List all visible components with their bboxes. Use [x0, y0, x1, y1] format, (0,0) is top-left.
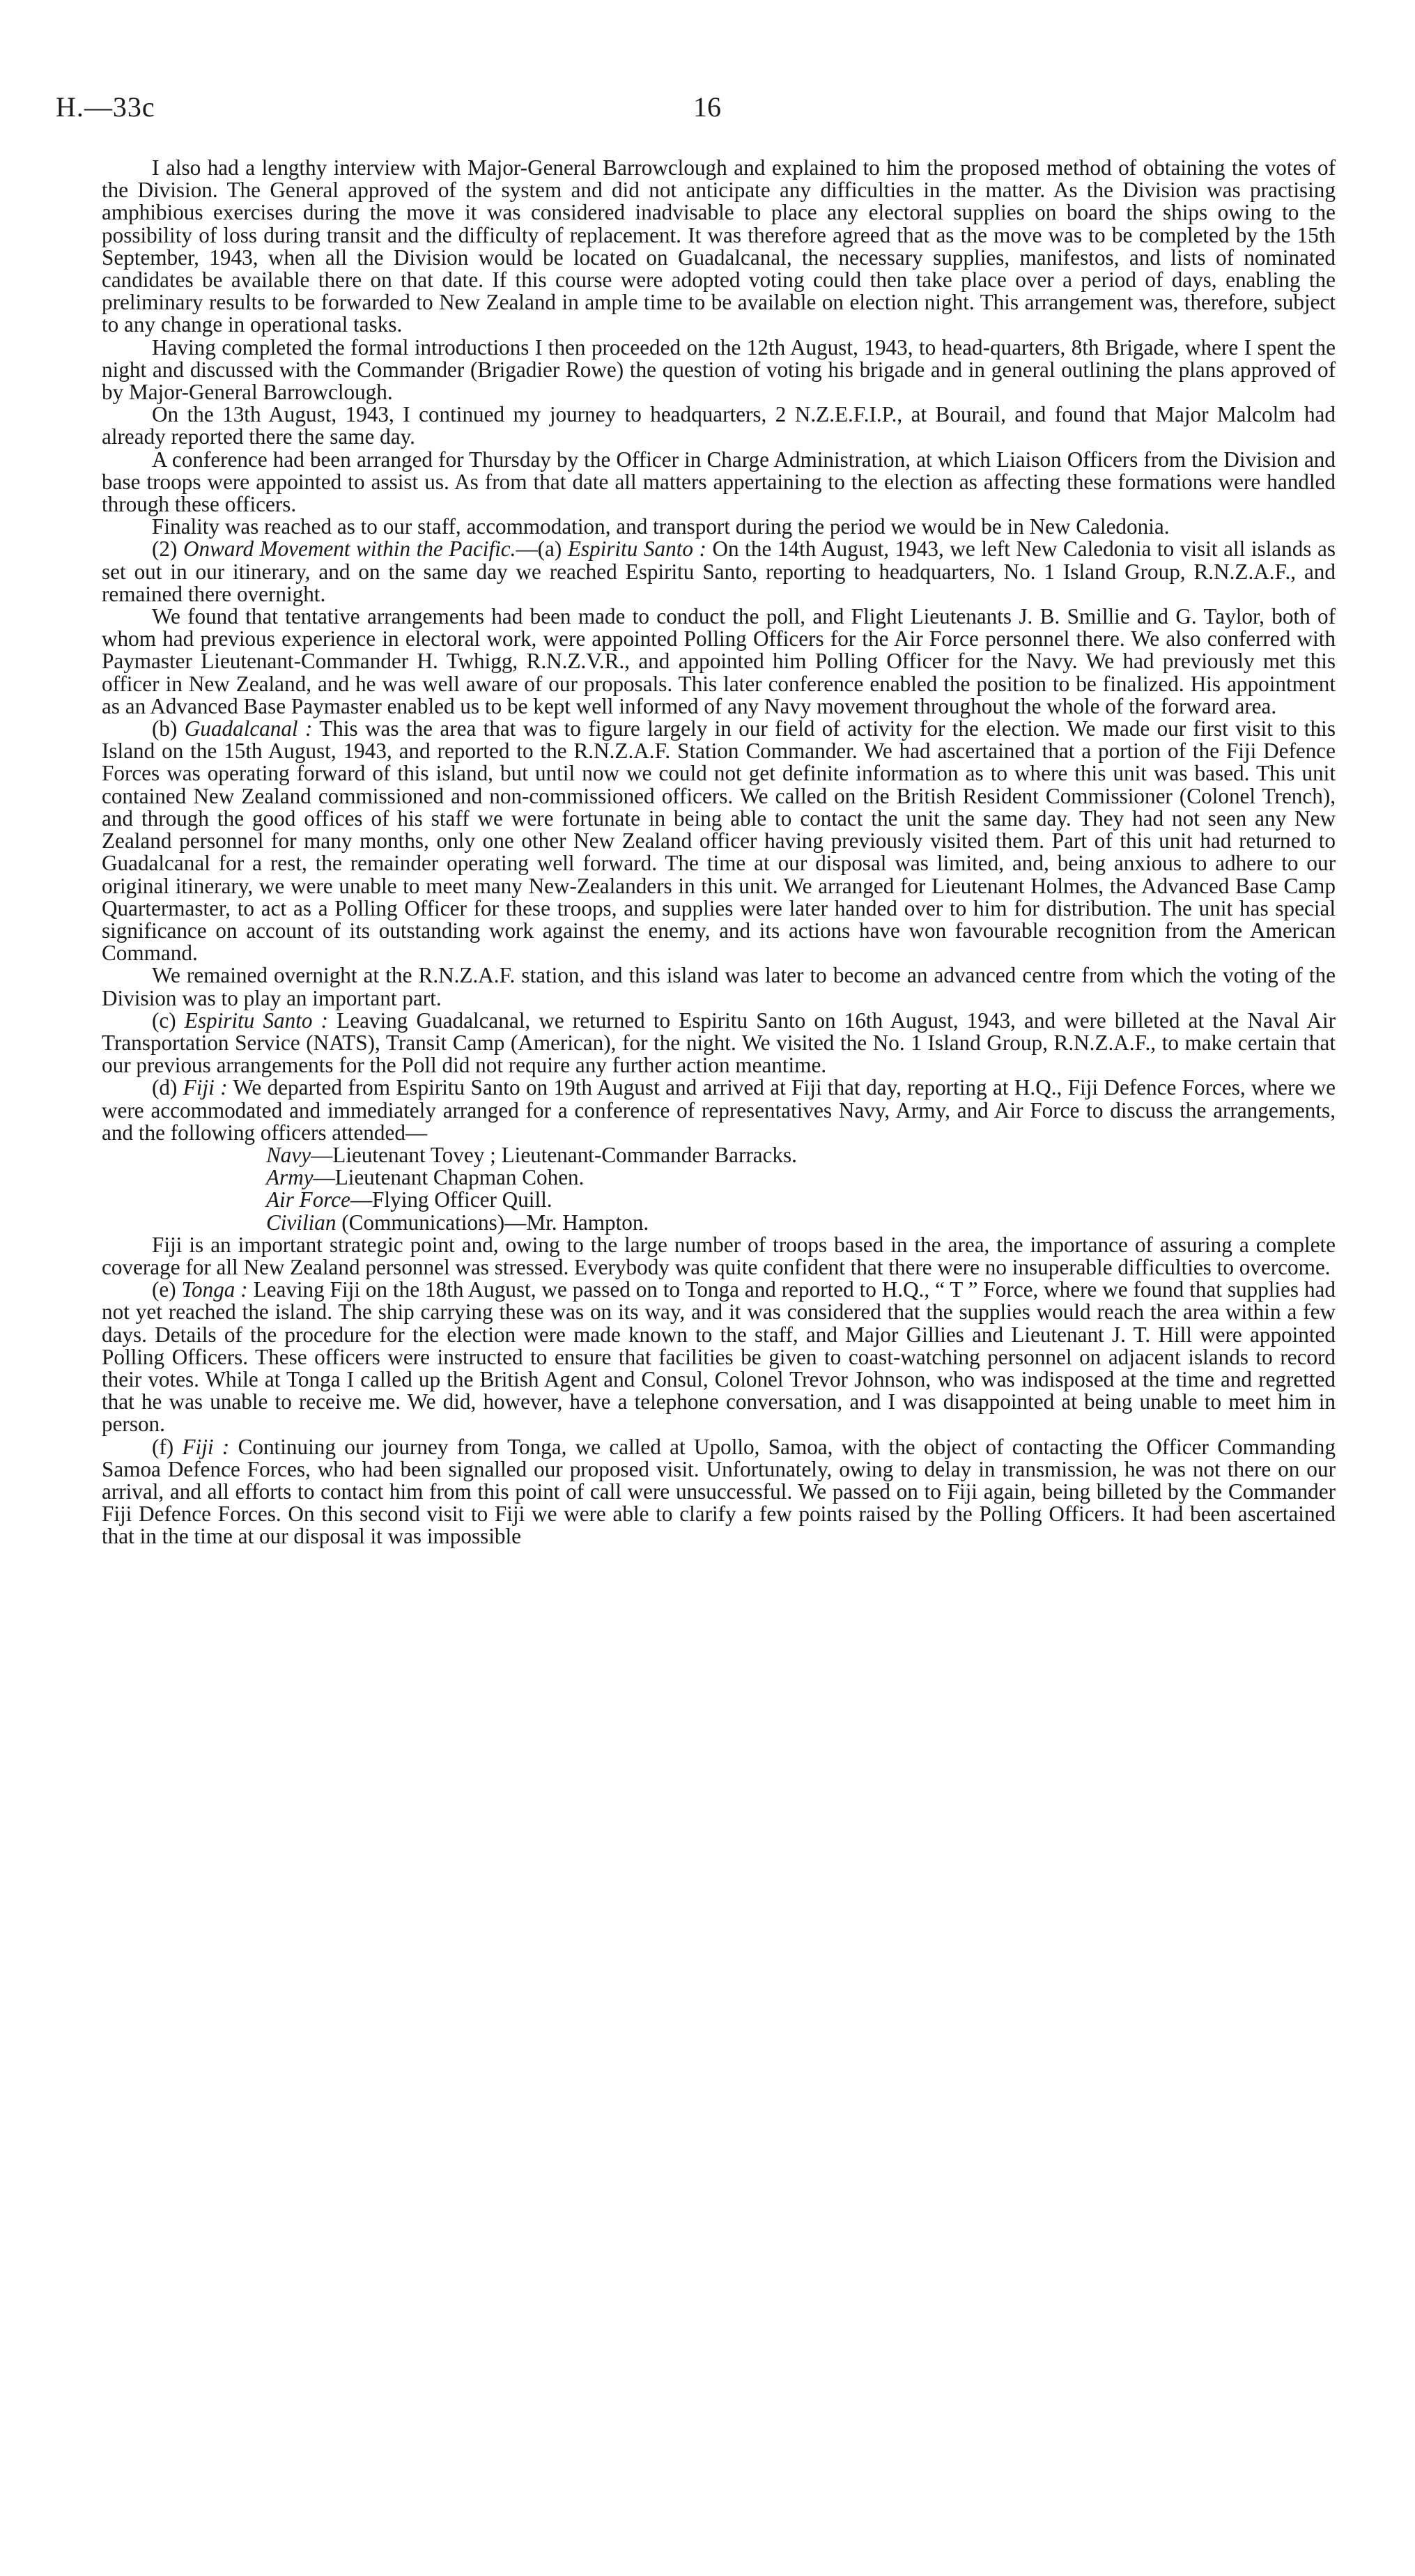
paragraph — [102, 718, 1336, 964]
paragraph — [102, 1436, 1336, 1548]
paragraph — [102, 1279, 1336, 1435]
paragraph — [102, 1234, 1336, 1279]
paragraph-text: Leaving Guadalcanal, we returned to Espiritu Santo on 16th August, 1943, and were billeted at the Naval Air Transportation Service (NATS), Transit Camp (American), for the night. We visited the No. 1 Island Group, R.N.Z.A.F., to make certain that our previous arrangements for the Poll did not require any further action meantime. — [102, 1008, 1336, 1078]
section-heading: Air Force — [266, 1187, 350, 1212]
section-heading: Espiritu Santo : — [184, 1008, 329, 1033]
section-heading: Onward Movement within the Pacific. — [183, 537, 516, 562]
paragraph-text: On the 14th August, 1943, we left New Caledonia to visit all islands as set out in our itinerary, and on the same day we reached Espiritu Santo, reporting to headquarters, No. 1 Island Group, R.N.Z.A.F., and remained there overnight. — [102, 537, 1336, 606]
section-heading: Tonga : — [181, 1277, 248, 1302]
page-header — [56, 91, 1359, 132]
paragraph-text: On the 13th August, 1943, I continued my journey to headquarters, 2 N.Z.E.F.I.P., at Bourail, and found that Major Malcolm had already reported there the same day. — [102, 402, 1336, 449]
paragraph-text: Finality was reached as to our staff, accommodation, and transport during the period we would be in New Caledonia. — [152, 514, 1170, 539]
body-text — [102, 157, 1336, 1548]
paragraph-text: Leaving Fiji on the 18th August, we passed on to Tonga and reported to H.Q., “ T ” Force, where we found that supplies had not yet reached the island. The ship carrying these was on its way, and it was considered that the supplies would reach the area within a few days. Details of the procedure for the election were made known to the staff, and Major Gillies and Lieutenant J. T. Hill were appointed Polling Officers. These officers were instructed to ensure that facilities be given to coast-watching personnel on adjacent islands to record their votes. While at Tonga I called up the British Agent and Consul, Colonel Trevor Johnson, who was indisposed at the time and regretted that he was unable to receive me. We did, however, have a telephone conversation, and I was disappointed at being unable to meet him in person. — [102, 1277, 1336, 1437]
attendee-line — [102, 1166, 1336, 1189]
section-heading: Navy — [266, 1142, 311, 1167]
paragraph-text: We departed from Espiritu Santo on 19th August and arrived at Fiji that day, reporting at H.Q., Fiji Defence Forces, where we were accommodated and immediately arranged for a conference of representatives Navy, Army, and Air Force to discuss the arrangements, and the following officers attended— — [102, 1075, 1336, 1145]
paragraph — [102, 334, 1336, 405]
paragraph-number: (e) — [152, 1277, 182, 1302]
subsection-heading: Espiritu Santo : — [567, 537, 706, 562]
paragraph-number: (b) — [152, 716, 185, 741]
paragraph-text: —Flying Officer Quill. — [350, 1187, 552, 1212]
section-heading: Army — [266, 1165, 314, 1190]
paragraph-number: (2) — [152, 537, 183, 562]
paragraph — [102, 516, 1336, 538]
paragraph — [102, 538, 1336, 606]
section-heading: Fiji : — [182, 1434, 230, 1459]
paragraph-text: —Lieutenant Tovey ; Lieutenant-Commander Barracks. — [311, 1142, 797, 1167]
paragraph — [102, 606, 1336, 718]
paragraph-text: We remained overnight at the R.N.Z.A.F. station, and this island was later to become an advanced centre from which the voting of the Division was to play an important part. — [102, 963, 1336, 1010]
attendee-line — [102, 1189, 1336, 1211]
paragraph-text: We found that tentative arrangements had been made to conduct the poll, and Flight Lieutenants J. B. Smillie and G. Taylor, both of whom had previous experience in electoral work, were appointed Polling Officers for the Air Force personnel there. We also conferred with Paymaster Lieutenant-Commander H. Twhigg, R.N.Z.V.R., and appointed him Polling Officer for the Navy. We had previously met this officer in New Zealand, and he was well aware of our proposals. This later conference enabled the position to be finalized. His appointment as an Advanced Base Paymaster enabled us to be kept well informed of any Navy movement throughout the whole of the forward area. — [102, 604, 1336, 718]
paragraph — [102, 964, 1336, 1009]
paragraph-text: Having completed the formal introductions I then proceeded on the 12th August, 1943, to head-quarters, 8th Brigade, where I spent the night and discussed with the Commander (Brigadier Rowe) the question of voting his brigade and in general outlining the plans approved of by Major-General Barrowclough. — [102, 334, 1336, 405]
page-number: 16 — [693, 91, 721, 123]
paragraph-text: —Lieutenant Chapman Cohen. — [313, 1165, 585, 1190]
paragraph — [102, 403, 1336, 448]
paragraph-text: This was the area that was to figure largely in our field of activity for the election. We made our first visit to this Island on the 15th August, 1943, and reported to the R.N.Z.A.F. Station Commander. We had ascertained that a portion of the Fiji Defence Forces was operating forward of this island, but until now we could not get definite information as to where this unit was based. This unit contained New Zealand commissioned and non-commissioned officers. We called on the British Resident Commissioner (Colonel Trench), and through the good offices of his staff we were fortunate in being able to contact the unit the same day. They had not seen any New Zealand personnel for many months, only one other New Zealand officer having previously visited them. Part of this unit had returned to Guadalcanal for a rest, the remainder operating well forward. The time at our disposal was limited, and, being anxious to adhere to our original itinerary, we were unable to meet many New-Zealanders in this unit. We arranged for Lieutenant Holmes, the Advanced Base Camp Quartermaster, to act as a Polling Officer for these troops, and supplies were later handed over to him for distribution. The unit has special significance on account of its outstanding work against the enemy, and its actions have won favourable recognition from the American Command. — [102, 716, 1336, 966]
section-heading: Guadalcanal : — [184, 716, 313, 741]
paragraph-text: Fiji is an important strategic point and, owing to the large number of troops based in the area, the importance of assuring a complete coverage for all New Zealand personnel was stressed. Everybody was quite confident that there were no insuperable difficulties to overcome. — [102, 1232, 1336, 1279]
attendee-line — [102, 1212, 1336, 1234]
paragraph-number: (f) — [152, 1434, 183, 1459]
paragraph — [102, 1010, 1336, 1077]
paragraph-text: (Communications)—Mr. Hampton. — [336, 1210, 649, 1235]
paragraph-number: (c) — [152, 1008, 185, 1033]
attendee-line — [102, 1144, 1336, 1166]
section-heading: Civilian — [266, 1210, 337, 1235]
heading-separator: —(a) — [516, 537, 568, 562]
paragraph-text: A conference had been arranged for Thursday by the Officer in Charge Administration, at which Liaison Officers from the Division and base troops were appointed to assist us. As from that date all matters appertaining to the election as affecting these formations were handled through these officers. — [102, 447, 1336, 517]
document-reference: H.—33c — [56, 91, 155, 123]
paragraph — [102, 1077, 1336, 1144]
paragraph — [102, 157, 1336, 337]
paragraph — [102, 449, 1336, 516]
paragraph-text: I also had a lengthy interview with Major-General Barrowclough and explained to him the proposed method of obtaining the votes of the Division. The General approved of the system and did not anticipate any difficulties in the matter. As the Division was practising amphibious exercises during the move it was considered inadvisable to place any electoral supplies on board the ships owing to the possibility of loss during transit and the difficulty of replacement. It was therefore agreed that as the move was to be completed by the 15th September, 1943, when all the Division would be located on Guadalcanal, the necessary supplies, manifestos, and lists of nominated candidates be available there on that date. If this course were adopted voting could then take place over a period of days, enabling the preliminary results to be forwarded to New Zealand in ample time to be available on election night. This arrangement was, therefore, subject to any change in operational tasks. — [102, 155, 1336, 337]
section-heading: Fiji : — [183, 1075, 228, 1100]
paragraph-number: (d) — [152, 1075, 183, 1100]
paragraph-text: Continuing our journey from Tonga, we called at Upollo, Samoa, with the object of contacting the Officer Commanding Samoa Defence Forces, who had been signalled our proposed visit. Unfortunately, owing to delay in transmission, he was not there on our arrival, and all efforts to contact him from this point of call were unsuccessful. We passed on to Fiji again, being billeted by the Commander Fiji Defence Forces. On this second visit to Fiji we were able to clarify a few points raised by the Polling Officers. It had been ascertained that in the time at our disposal it was impossible — [102, 1434, 1336, 1549]
